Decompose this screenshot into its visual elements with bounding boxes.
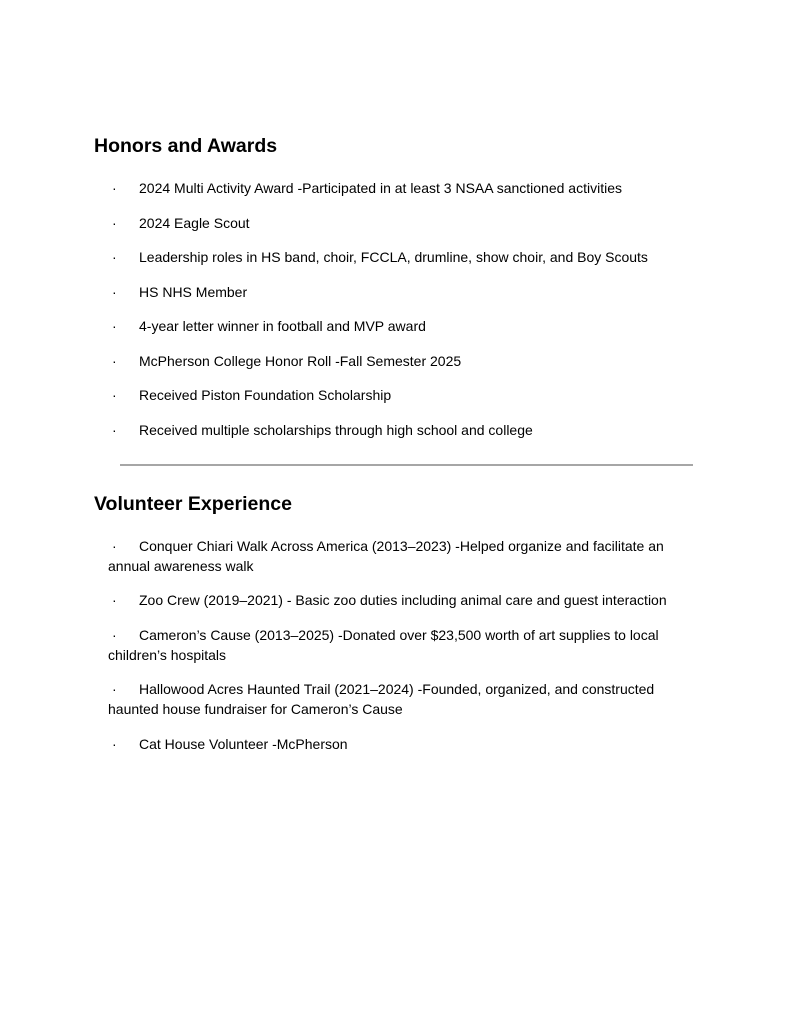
list-item [94,316,695,336]
list-item [94,679,695,719]
list-item [94,247,695,267]
list-item-text: 2024 Multi Activity Award -Participated in at least 3 NSAA sanctioned activities [139,180,622,196]
list-item-text: HS NHS Member [139,283,248,300]
bullet-dot-icon: · [112,214,117,231]
section-divider [120,464,693,466]
list-item [94,536,695,576]
list-item-text: Conquer Chiari Walk Across America (2013–2023) -Helped organize and facilitate an annual awareness walk [108,537,664,574]
bullet-dot-icon: · [112,681,117,697]
list-item-text: 4-year letter winner in football and MVP award [139,318,426,334]
list-item [94,178,695,198]
list-item-text: Leadership roles in HS band, choir, FCCLA, drumline, show choir, and Boy Scouts [139,249,648,265]
list-item [94,213,695,233]
bullet-dot-icon: · [112,626,117,643]
list-item-text: Zoo Crew (2019–2021) - Basic zoo duties including animal care and guest interaction [139,592,667,608]
list-item [94,385,695,405]
bullet-dot-icon: · [112,249,117,265]
bullet-dot-icon: · [112,180,117,196]
bullet-dot-icon: · [112,735,117,752]
list-item-text: Cameron’s Cause (2013–2025) -Donated over $23,500 worth of art supplies to local children’s hospitals [108,626,659,663]
volunteer-list [94,536,695,754]
honors-list [94,178,695,440]
bullet-dot-icon: · [112,318,117,334]
section-title-honors-and-awards: Honors and Awards [94,135,278,157]
list-item [94,590,695,610]
list-item [94,351,695,371]
bullet-dot-icon: · [112,387,117,403]
list-item [94,625,695,665]
list-item [94,734,695,754]
list-item [94,420,695,440]
list-item-text: Received Piston Foundation Scholarship [139,387,392,403]
bullet-dot-icon: · [112,537,117,554]
bullet-dot-icon: · [112,421,117,438]
bullet-dot-icon: · [112,592,117,608]
list-item [94,282,695,302]
section-title-volunteer-experience: Volunteer Experience [94,492,292,515]
list-item-text: Received multiple scholarships through high school and college [139,421,533,438]
list-item-text: 2024 Eagle Scout [139,214,250,231]
bullet-dot-icon: · [112,352,117,369]
list-item-text: McPherson College Honor Roll -Fall Semester 2025 [139,352,462,369]
bullet-dot-icon: · [112,283,117,300]
document-content [94,135,695,768]
list-item-text: Cat House Volunteer -McPherson [139,735,348,752]
list-item-text: Hallowood Acres Haunted Trail (2021–2024) -Founded, organized, and constructed haunted house fundraiser for Cameron’s Cause [108,681,655,717]
